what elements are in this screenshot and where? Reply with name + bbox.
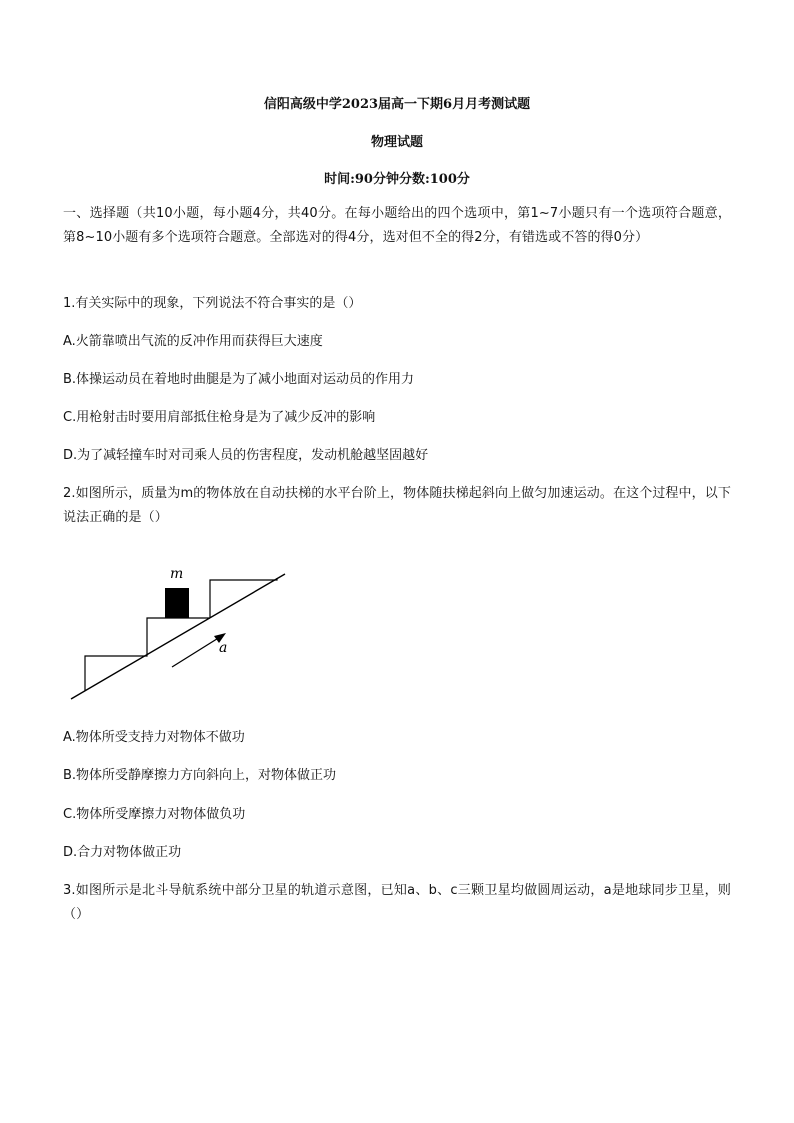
mass-block <box>165 588 189 618</box>
question-2-stem: 2.如图所示，质量为m的物体放在自动扶梯的水平台阶上，物体随扶梯起斜向上做匀加速运动。在这个过程中，以下说法正确的是（） <box>63 486 731 525</box>
question-1-stem: 1.有关实际中的现象，下列说法不符合事实的是（） <box>63 296 362 311</box>
question-1-option-d: D.为了减轻撞车时对司乘人员的伤害程度，发动机舱越坚固越好 <box>63 448 429 463</box>
question-2-option-c: C.物体所受摩擦力对物体做负功 <box>63 807 246 822</box>
question-2-option-b: B.物体所受静摩擦力方向斜向上，对物体做正功 <box>63 768 337 783</box>
exam-title: 信阳高级中学2023届高一下期6月月考测试题 <box>263 97 531 112</box>
acceleration-label: a <box>219 640 228 656</box>
acceleration-arrow-shaft <box>172 637 220 667</box>
mass-label: m <box>170 566 184 582</box>
question-1-option-c: C.用枪射击时要用肩部抵住枪身是为了减少反冲的影响 <box>63 410 376 425</box>
question-3-stem: 3.如图所示是北斗导航系统中部分卫星的轨道示意图，已知a、b、c三颗卫星均做圆周运动，a是地球同步卫星，则（） <box>63 883 731 922</box>
question-1-option-b: B.体操运动员在着地时曲腿是为了减小地面对运动员的作用力 <box>63 372 415 387</box>
question-2-option-d: D.合力对物体做正功 <box>63 845 182 860</box>
question-2-option-a: A.物体所受支持力对物体不做功 <box>63 730 245 745</box>
escalator-figure <box>62 562 302 704</box>
escalator-diagram <box>62 562 302 704</box>
question-1-option-a: A.火箭靠喷出气流的反冲作用而获得巨大速度 <box>63 334 323 349</box>
section-instructions: 一、选择题（共10小题，每小题4分，共40分。在每小题给出的四个选项中，第1~7小题只有一个选项符合题意，第8~10小题有多个选项符合题意。全部选对的得4分，选对但不全的得2分，有错选或不答的得0分） <box>63 206 731 245</box>
subject-title: 物理试题 <box>370 135 423 150</box>
time-score-line: 时间:90分钟分数:100分 <box>324 172 470 187</box>
